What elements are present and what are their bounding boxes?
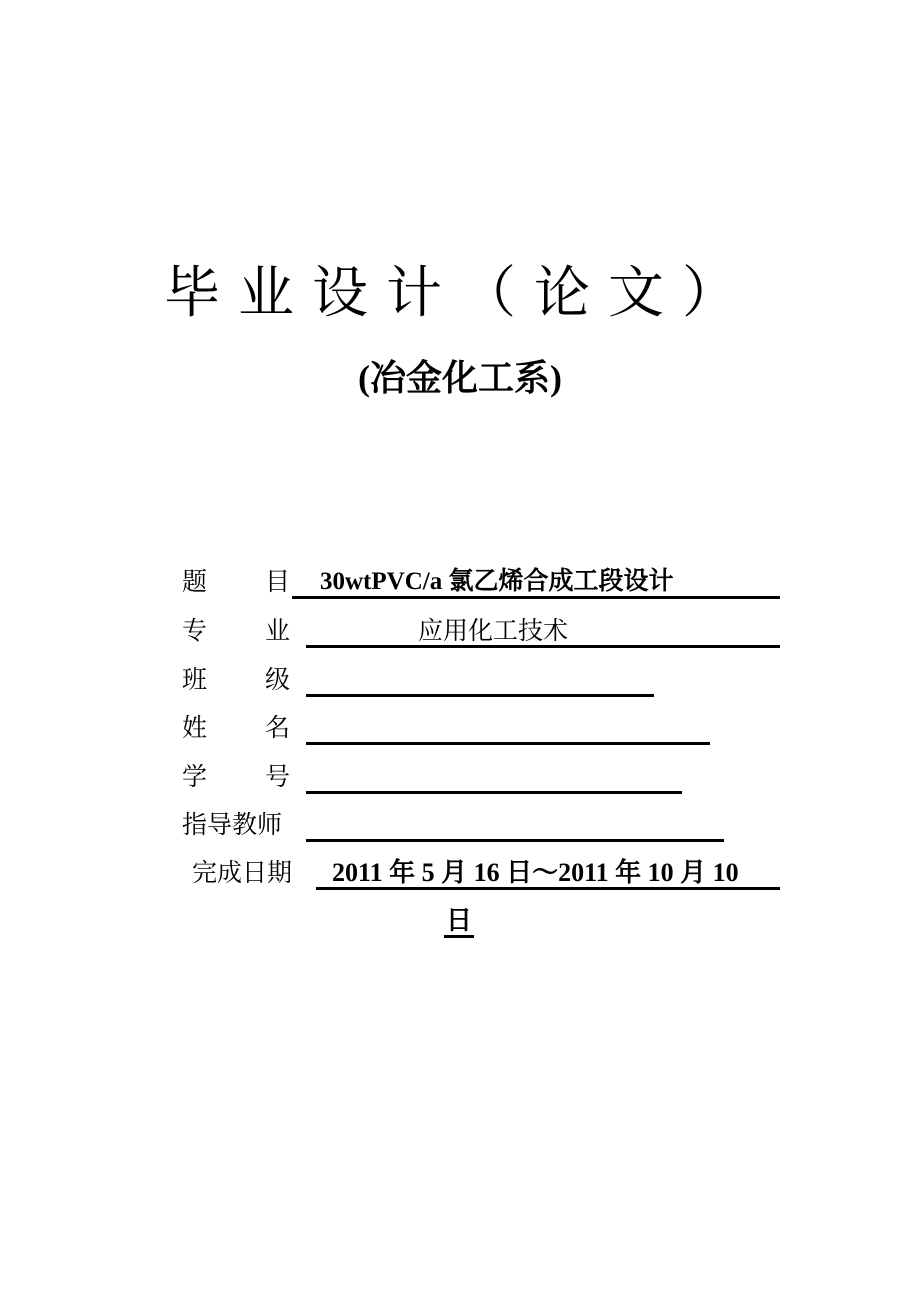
advisor-underline bbox=[306, 839, 724, 842]
student-id-row bbox=[182, 757, 782, 797]
name-row bbox=[182, 708, 782, 748]
major-row bbox=[182, 611, 782, 651]
student-id-underline bbox=[306, 791, 682, 794]
advisor-label: 指导教师 bbox=[182, 810, 283, 839]
name-label: 姓名 bbox=[182, 713, 349, 742]
department-name: (冶金化工系) bbox=[358, 358, 562, 398]
topic-row bbox=[182, 562, 782, 602]
name-underline bbox=[306, 742, 710, 745]
completion-date-value-line2: 日 bbox=[446, 906, 473, 935]
advisor-row bbox=[182, 805, 782, 845]
completion-date-row bbox=[192, 853, 792, 943]
class-label: 班级 bbox=[182, 665, 349, 694]
major-value: 应用化工技术 bbox=[418, 616, 569, 645]
topic-value: 30wtPVC/a 氯乙烯合成工段设计 bbox=[320, 568, 674, 595]
thesis-title: 毕业设计（论文） bbox=[164, 261, 756, 326]
class-row bbox=[182, 660, 782, 700]
topic-label: 题目 bbox=[182, 567, 349, 596]
major-label: 专业 bbox=[182, 616, 349, 645]
completion-date-label: 完成日期 bbox=[192, 858, 293, 887]
class-underline bbox=[306, 694, 654, 697]
student-id-label: 学号 bbox=[182, 762, 349, 791]
completion-date-value-line1: 2011 年 5 月 16 日～2011 年 10 月 10 bbox=[332, 858, 739, 887]
